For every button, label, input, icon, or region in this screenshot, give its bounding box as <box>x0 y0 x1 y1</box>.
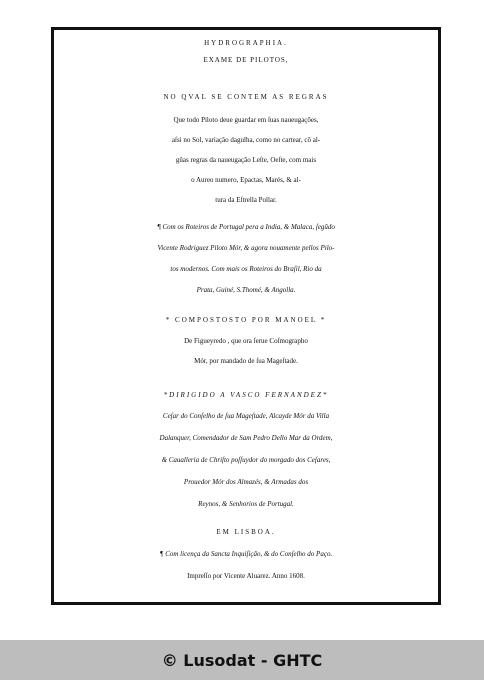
dedication-line-2: Dalanquer, Comendador de Sam Pedro Dello Mar da Ordem, <box>159 434 333 442</box>
author-line-1: De Figueyredo , que ora ſerue Coſmographo <box>184 337 308 345</box>
author-line-2: Mór, por mandado de ſua Mageſtade. <box>194 357 298 365</box>
roteiros-line-2: Vicente Rodriguez Piloto Mór, & agora nouamente pellos Pilo- <box>157 244 335 252</box>
roteiros-line-3: tos modernos. Com mais os Roteiros do Braſil, Rio da <box>170 265 322 273</box>
body-line-2: aſsi no Sol, variação dagulha, como no cartear, cõ al- <box>171 136 321 144</box>
author-caps: * COMPOSTOSTO POR MANOEL * <box>165 316 327 324</box>
roteiros-line-4: Prata, Guiné, S.Thomé, & Angolla. <box>196 286 296 294</box>
copyright-text: © Lusodat - GHTC <box>161 650 323 670</box>
body-line-5: tura da Eſtrella Pollar. <box>215 196 277 204</box>
copyright-bar <box>0 640 484 680</box>
dedication-line-5: Reynos, & Senhorios de Portugal. <box>198 500 294 508</box>
imprint-printer: Impreſſo por Vicente Aluarez. Anno 1608. <box>187 572 305 580</box>
title-main: EXAME DE PILOTOS, <box>203 56 289 64</box>
imprint-license: ¶ Com licença da Sancta Inquiſição, & do Conſelho do Paço. <box>159 550 333 558</box>
title-hydrographia: HYDROGRAPHIA. <box>204 39 288 47</box>
dedication-caps: *DIRIGIDO A VASCO FERNANDEZ* <box>163 391 329 399</box>
imprint-city: EM LISBOA. <box>216 528 276 536</box>
body-line-4: o Aureo numero, Epactas, Marés, & al- <box>191 176 301 184</box>
dedication-line-3: & Caualleria de Chriſto poſſuydor do morgado dos Ceſares, <box>161 456 331 464</box>
subtitle-caps: NO QVAL SE CONTEM AS REGRAS <box>163 93 329 101</box>
dedication-line-1: Ceſar do Conſelho de ſua Mageſtade, Alcayde Mór da Villa <box>162 412 330 420</box>
dedication-line-4: Prouedor Mór dos Almazés, & Armadas dos <box>183 478 309 486</box>
roteiros-line-1: ¶ Com os Roteiros de Portugal pera a India, & Malaca, ſegũdo <box>157 223 335 231</box>
body-line-3: gũas regras da naueugação Leſte, Oeſte, com mais <box>175 156 317 164</box>
title-page-border <box>51 27 441 605</box>
body-line-1: Que todo Piloto deue guardar em ſuas naueugações, <box>173 116 319 124</box>
